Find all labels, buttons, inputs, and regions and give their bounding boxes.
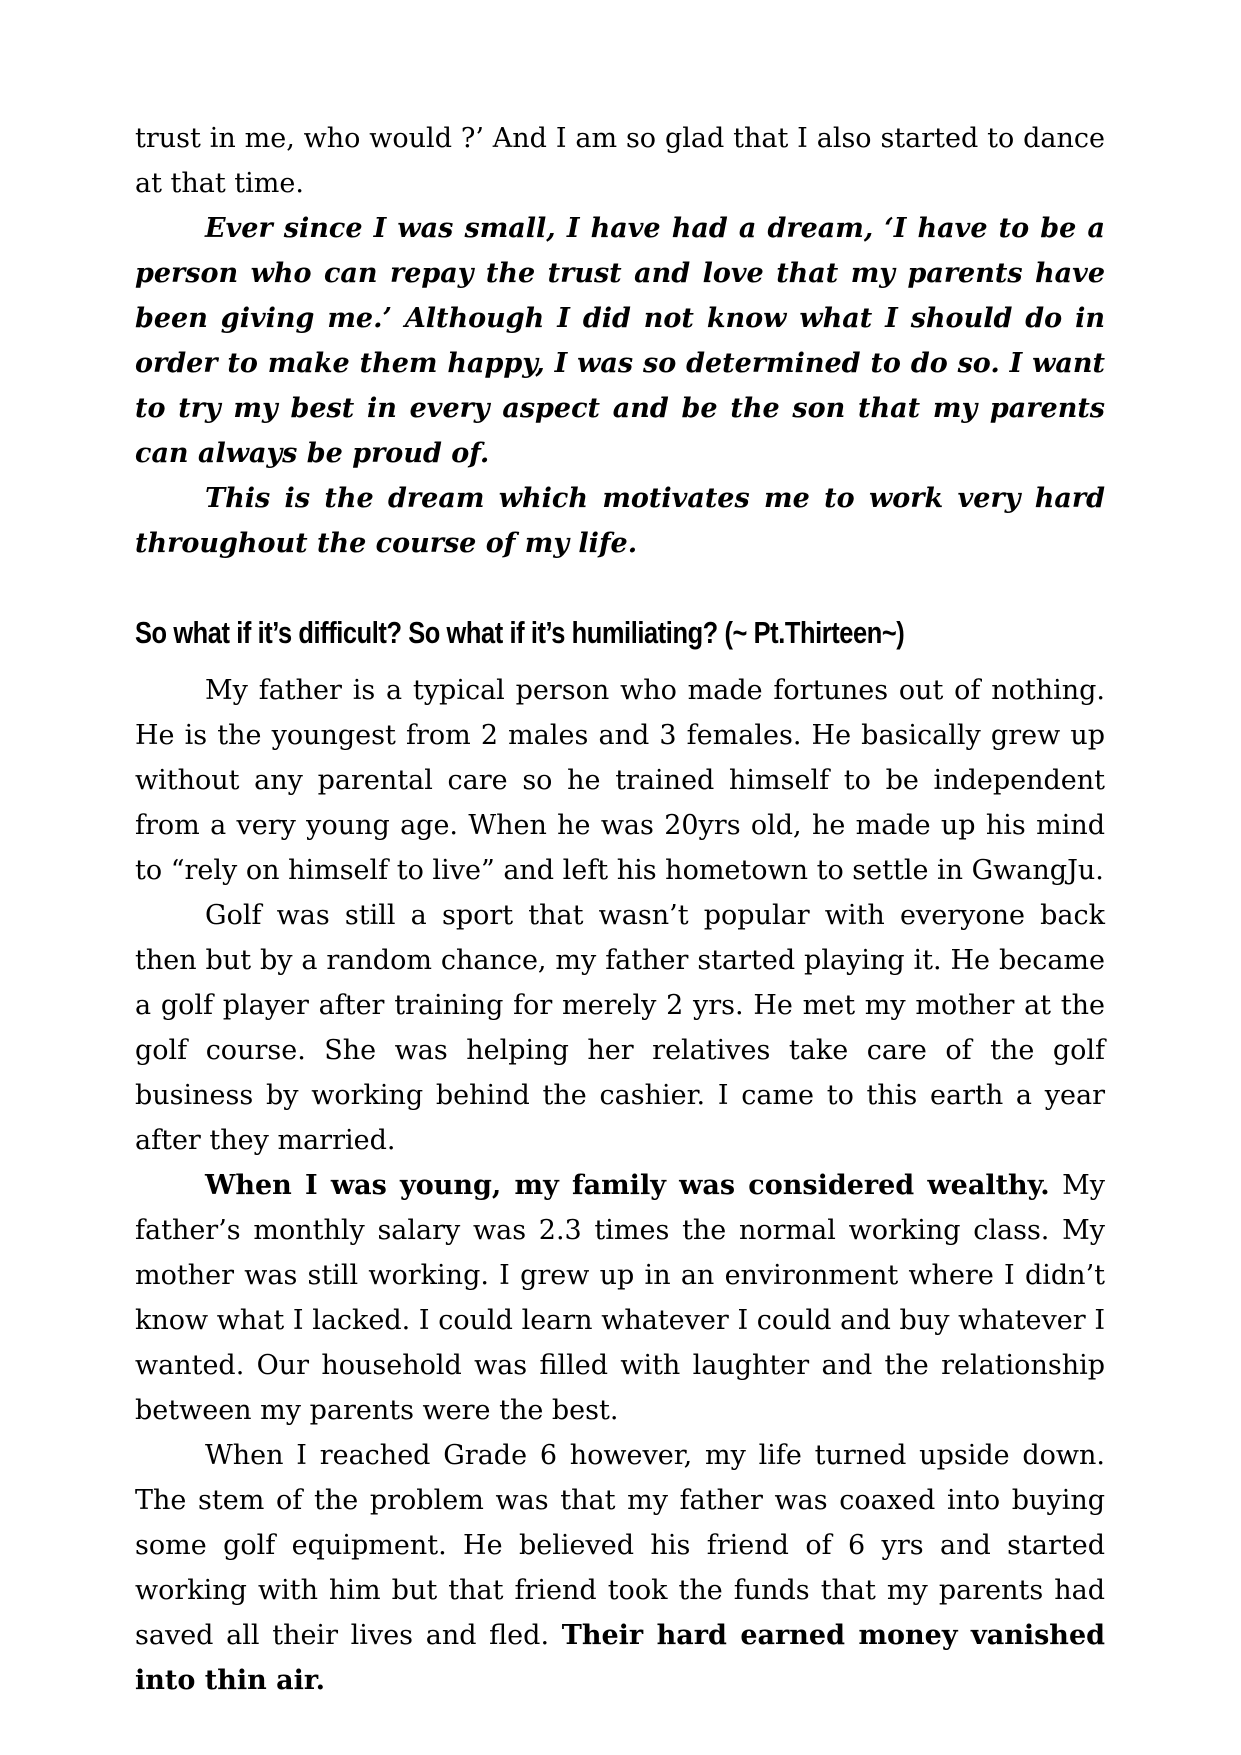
wealthy-paragraph: [135, 1163, 1105, 1433]
wealthy-paragraph-rest: My father’s monthly salary was 2.3 times the normal working class. My mother was still working. I grew up in an environment where I didn’t know what I lacked. I could learn whatever I could and buy whatever I wanted. Our household was filled with laughter and the relationship between my parents were the best.: [135, 1170, 1106, 1426]
intro-paragraph: trust in me, who would ?’ And I am so glad that I also started to dance at that time.: [135, 123, 1105, 199]
golf-paragraph: Golf was still a sport that wasn’t popular with everyone back then but by a random chance, my father started playing it. He became a golf player after training for merely 2 yrs. He met my mother at the golf course. She was helping her relatives take care of the golf business by working behind the cashier. I came to this earth a year after they married.: [135, 900, 1105, 1156]
grade6-paragraph: [135, 1433, 1105, 1703]
grade6-paragraph-start: When I reached Grade 6 however, my life turned upside down. The stem of the problem was that my father was coaxed into buying some golf equipment. He believed his friend of 6 yrs and started working with him but that friend took the funds that my parents had saved all their lives and fled.: [135, 1440, 1105, 1651]
father-paragraph: My father is a typical person who made fortunes out of nothing. He is the youngest from 2 males and 3 females. He basically grew up without any parental care so he trained himself to be independent from a very young age. When he was 20yrs old, he made up his mind to “rely on himself to live” and left his hometown to settle in GwangJu.: [135, 675, 1105, 886]
grade6-paragraph-bold: Their hard earned money vanished into thin air.: [135, 1620, 1105, 1696]
section-heading-text: So what if it’s difficult? So what if it’s humiliating? (~ Pt.Thirteen~): [135, 615, 905, 650]
dream-paragraph-2: This is the dream which motivates me to work very hard throughout the course of my life.: [135, 483, 1105, 559]
wealthy-paragraph-lead: When I was young, my family was considered wealthy.: [205, 1170, 1050, 1201]
dream-paragraph-1: Ever since I was small, I have had a dream, ‘I have to be a person who can repay the trust and love that my parents have been giving me.’ Although I did not know what I should do in order to make them happy, I was so determined to do so. I want to try my best in every aspect and be the son that my parents can always be proud of.: [135, 213, 1105, 469]
section-heading: [135, 615, 1105, 651]
